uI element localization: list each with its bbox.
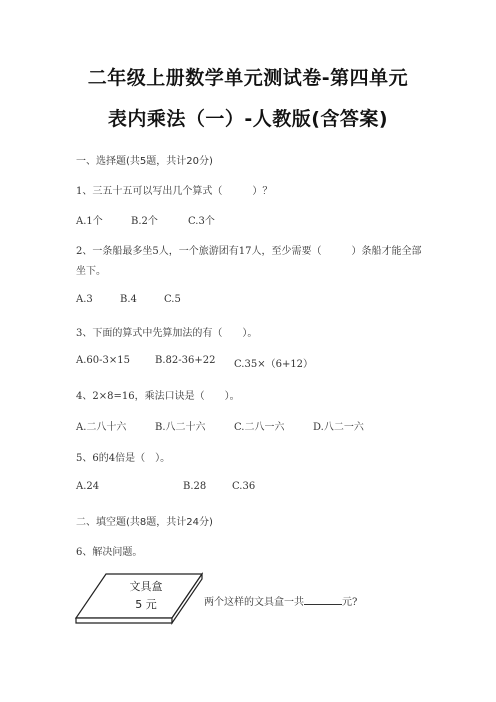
answer-blank[interactable] [304,595,342,605]
q1-option-c: C.3个 [188,216,215,227]
exam-title-line2: 表内乘法（一）-人教版(含答案) [107,108,389,130]
q5-option-c: C.36 [232,481,256,492]
q4-option-d: D.八二一六 [313,422,364,433]
q1-option-a: A.1个 [76,216,103,227]
question-1-text: 1、三五十五可以写出几个算式（ ）？ [76,186,273,197]
q5-option-a: A.24 [76,481,100,492]
q3-option-c: C.35×（6+12） [234,359,314,370]
question-6-prompt-after: 元? [342,597,358,608]
pencil-box-label: 文具盒 [129,580,163,593]
question-5-text: 5、6的4倍是（ ）。 [76,453,171,464]
q3-option-b: B.82-36+22 [155,355,216,366]
question-3-text: 3、下面的算式中先算加法的有（ ）。 [76,328,258,339]
exam-title-line1: 二年级上册数学单元测试卷-第四单元 [87,67,409,89]
pencil-box-price: 5 元 [135,598,157,611]
question-6-prompt-before: 两个这样的文具盒一共 [204,597,304,608]
section1-heading: 一、选择题(共5题，共计20分) [76,156,213,167]
q4-option-c: C.二八一六 [234,422,285,433]
q1-option-b: B.2个 [131,216,158,227]
question-6-prompt [204,593,357,608]
q2-option-a: A.3 [76,294,93,305]
question-6-text: 6、解决问题。 [76,547,143,558]
question-4-text: 4、2×8=16，乘法口诀是（ ）。 [76,391,240,402]
q2-option-c: C.5 [164,294,181,305]
q2-option-b: B.4 [120,294,137,305]
q5-option-b: B.28 [183,481,207,492]
q3-option-a: A.60-3×15 [76,355,130,366]
section2-heading: 二、填空题(共8题，共计24分) [76,517,213,528]
q4-option-a: A.二八十六 [76,422,127,433]
question-2-text: 2、一条船最多坐5人，一个旅游团有17人，至少需要（ ）条船才能全部坐下。 [76,246,422,277]
q4-option-b: B.八二十六 [155,422,206,433]
